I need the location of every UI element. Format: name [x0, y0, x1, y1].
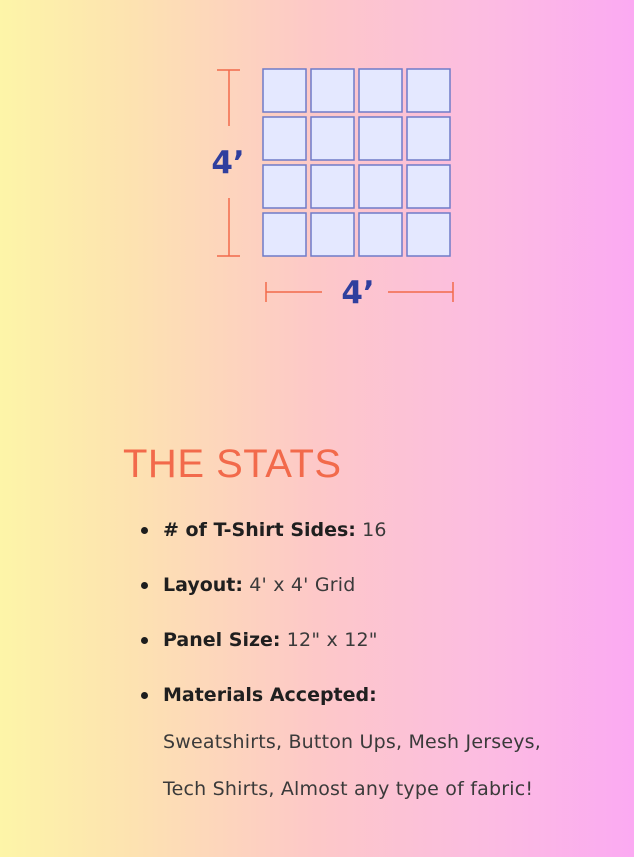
stat-label: Materials Accepted:: [163, 684, 377, 706]
grid-panel: [359, 69, 402, 112]
grid-panel: [359, 165, 402, 208]
stat-item-materials: [163, 672, 563, 813]
stat-label: Layout:: [163, 574, 243, 596]
grid-panel: [311, 165, 354, 208]
grid-panel: [311, 69, 354, 112]
grid-panel: [407, 117, 450, 160]
stat-value: 16: [355, 519, 387, 541]
stat-item-panel-size: [163, 617, 563, 664]
stats-list: [163, 507, 563, 821]
height-dimension: [211, 70, 244, 256]
stat-value: 12" x 12": [280, 629, 378, 651]
grid-panel: [407, 69, 450, 112]
width-label: 4’: [341, 275, 375, 311]
stat-item-sides: [163, 507, 563, 554]
stat-label: Panel Size:: [163, 629, 281, 651]
stat-item-layout: [163, 562, 563, 609]
height-label: 4’: [211, 145, 245, 181]
grid-panel: [359, 213, 402, 256]
panel-grid: [263, 69, 450, 256]
stat-value: Sweatshirts, Button Ups, Mesh Jerseys, Tech Shirts, Almost any type of fabric!: [163, 731, 542, 800]
grid-panel: [407, 165, 450, 208]
quilt-grid-diagram: [0, 0, 634, 340]
grid-panel: [407, 213, 450, 256]
stats-title: THE STATS: [123, 442, 342, 486]
grid-panel: [311, 117, 354, 160]
grid-panel: [359, 117, 402, 160]
stat-value: 4' x 4' Grid: [243, 574, 356, 596]
grid-panel: [263, 213, 306, 256]
grid-panel: [263, 69, 306, 112]
grid-panel: [263, 117, 306, 160]
stat-label: # of T-Shirt Sides:: [163, 519, 356, 541]
grid-panel: [311, 213, 354, 256]
width-dimension: [266, 275, 453, 311]
grid-panel: [263, 165, 306, 208]
